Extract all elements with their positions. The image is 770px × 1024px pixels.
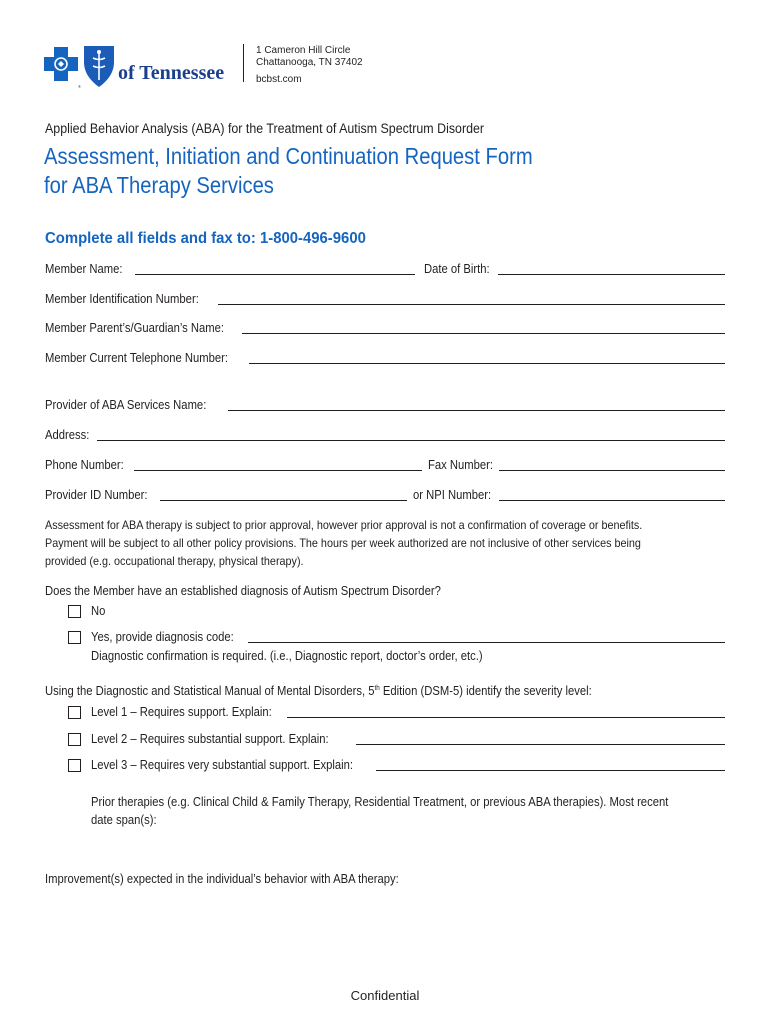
diagnosis-yes-label: Yes, provide diagnosis code: (91, 630, 234, 644)
provider-phone-label: Phone Number: (45, 458, 124, 472)
level-2-label: Level 2 – Requires substantial support. Explain: (91, 732, 329, 746)
level-2-explain-field[interactable] (356, 744, 725, 745)
prior-therapies-label (91, 793, 668, 829)
member-name-field[interactable] (135, 274, 415, 275)
fax-instruction: Complete all fields and fax to: 1-800-496-9600 (45, 230, 366, 247)
level-3-label: Level 3 – Requires very substantial support. Explain: (91, 758, 354, 772)
provider-id-field[interactable] (160, 500, 407, 501)
severity-question: Using the Diagnostic and Statistical Manual of Mental Disorders, 5th Edition (DSM-5) identify the severity level: (45, 684, 592, 698)
level-2-checkbox[interactable] (68, 733, 81, 746)
approval-notice-line-1: Assessment for ABA therapy is subject to prior approval, however prior approval is not a confirmation of coverage or benefits. (45, 518, 643, 532)
diagnosis-no-checkbox[interactable] (68, 605, 81, 618)
member-id-label: Member Identification Number: (45, 292, 199, 306)
date-of-birth-field[interactable] (498, 274, 725, 275)
provider-id-label: Provider ID Number: (45, 488, 148, 502)
diagnosis-yes-checkbox[interactable] (68, 631, 81, 644)
prior-therapies-line-1: Prior therapies (e.g. Clinical Child & Family Therapy, Residential Treatment, or previous ABA therapies). Most recent (91, 795, 669, 809)
level-1-explain-field[interactable] (287, 717, 725, 718)
provider-name-field[interactable] (228, 410, 725, 411)
npi-number-label: or NPI Number: (413, 488, 492, 502)
level-1-checkbox[interactable] (68, 706, 81, 719)
confidential-footer: Confidential (350, 988, 420, 1003)
provider-address-label: Address: (45, 428, 90, 442)
level-3-explain-field[interactable] (376, 770, 725, 771)
guardian-name-label: Member Parent’s/Guardian’s Name: (45, 321, 225, 335)
provider-fax-field[interactable] (499, 470, 725, 471)
diagnostic-confirmation-note: Diagnostic confirmation is required. (i.e., Diagnostic report, doctor’s order, etc.) (91, 649, 483, 663)
diagnosis-code-field[interactable] (248, 642, 725, 643)
level-1-label: Level 1 – Requires support. Explain: (91, 705, 272, 719)
document-title-line-1: Assessment, Initiation and Continuation Request Form (44, 143, 533, 169)
member-phone-field[interactable] (249, 363, 725, 364)
address-line-2: Chattanooga, TN 37402 (256, 57, 363, 68)
guardian-name-field[interactable] (242, 333, 725, 334)
website-link[interactable]: bcbst.com (256, 74, 302, 85)
provider-address-field[interactable] (97, 440, 725, 441)
prior-therapies-line-2: date span(s): (91, 813, 157, 827)
date-of-birth-label: Date of Birth: (424, 262, 490, 276)
provider-phone-field[interactable] (134, 470, 422, 471)
member-id-field[interactable] (218, 304, 725, 305)
provider-fax-label: Fax Number: (428, 458, 494, 472)
npi-number-field[interactable] (499, 500, 725, 501)
diagnosis-no-label: No (91, 604, 106, 618)
diagnosis-question: Does the Member have an established diagnosis of Autism Spectrum Disorder? (45, 584, 441, 598)
blue-shield-icon (84, 46, 114, 87)
header-divider (243, 44, 244, 82)
approval-notice-line-3: provided (e.g. occupational therapy, physical therapy). (45, 554, 304, 568)
member-name-label: Member Name: (45, 262, 123, 276)
improvement-label: Improvement(s) expected in the individual’s behavior with ABA therapy: (45, 872, 399, 886)
member-phone-label: Member Current Telephone Number: (45, 351, 229, 365)
level-3-checkbox[interactable] (68, 759, 81, 772)
brand-name: of Tennessee (118, 62, 225, 84)
approval-notice-line-2: Payment will be subject to all other policy provisions. The hours per week authorized are not inclusive of other services being (45, 536, 641, 550)
document-subtitle: Applied Behavior Analysis (ABA) for the Treatment of Autism Spectrum Disorder (45, 121, 485, 136)
document-title-line-2: for ABA Therapy Services (44, 172, 274, 198)
provider-name-label: Provider of ABA Services Name: (45, 398, 207, 412)
approval-notice (45, 516, 642, 570)
blue-cross-icon (44, 47, 78, 81)
svg-text:®: ® (78, 84, 81, 89)
address-line-1: 1 Cameron Hill Circle (256, 45, 351, 56)
